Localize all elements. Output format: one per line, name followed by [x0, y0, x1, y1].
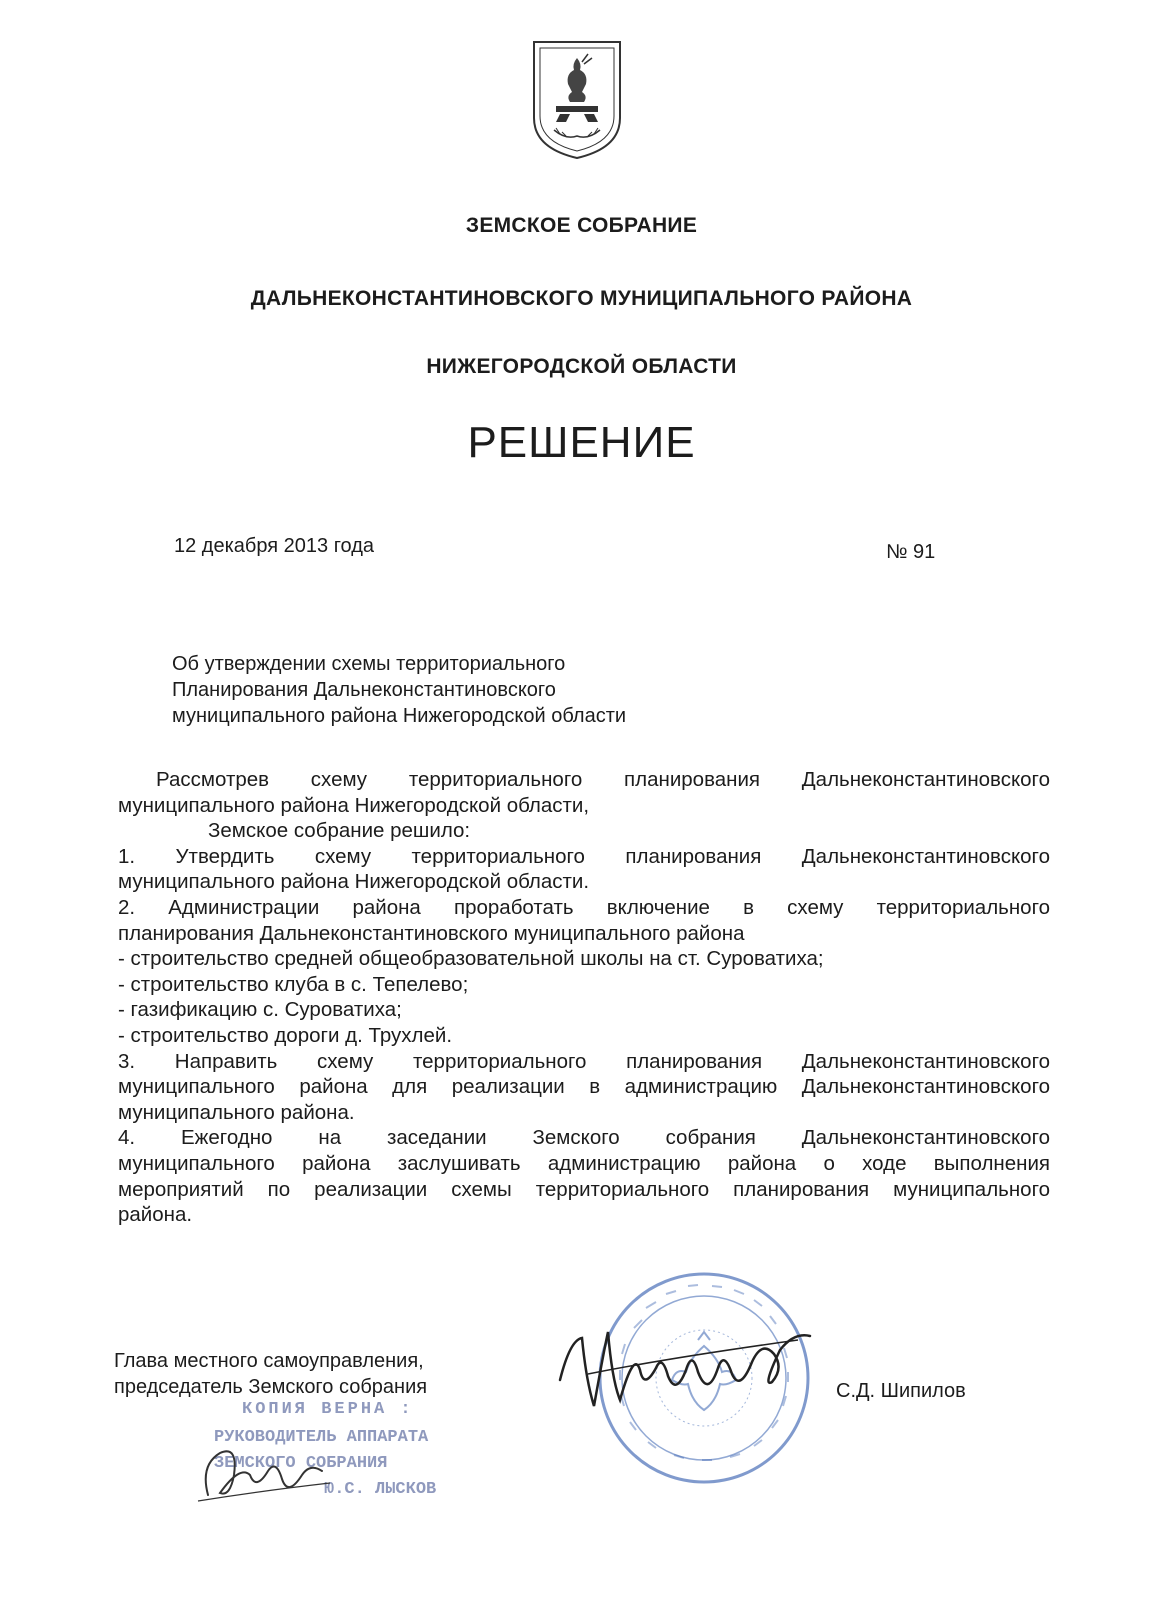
intro-line: Рассмотрев схему территориального планирования Дальнеконстантиновского [156, 768, 1050, 791]
stamp-line: КОПИЯ ВЕРНА : [242, 1400, 414, 1419]
intro-line: муниципального района Нижегородской области, [118, 793, 590, 817]
region-title: НИЖЕГОРОДСКОЙ ОБЛАСТИ [426, 355, 737, 378]
item-3-line: муниципального района для реализации в администрацию Дальнеконстантиновского [118, 1075, 1050, 1099]
handwritten-signature [548, 1310, 818, 1430]
subject-line: муниципального района Нижегородской области [172, 705, 627, 727]
document-body [118, 767, 1050, 1228]
stamp-line: Ю.С. ЛЫСКОВ [324, 1480, 437, 1499]
assembly-title: ЗЕМСКОЕ СОБРАНИЕ [465, 214, 698, 237]
item-2-bullet: - строительство средней общеобразовательной школы на ст. Суроватиха; [118, 947, 824, 971]
document-number: № 91 [886, 541, 936, 563]
item-2-bullet: - газификацию с. Суроватиха; [118, 998, 402, 1022]
position-line: председатель Земского собрания [114, 1376, 428, 1398]
document-type-title: РЕШЕНИЕ [467, 418, 696, 467]
stamp-line: ЗЕМСКОГО СОБРАНИЯ [214, 1454, 388, 1473]
signatory-position [114, 1348, 427, 1400]
item-3-line: 3. Направить схему территориального планирования Дальнеконстантиновского [118, 1049, 1050, 1073]
district-title: ДАЛЬНЕКОНСТАНТИНОВСКОГО МУНИЦИПАЛЬНОГО РАЙОНА [250, 287, 913, 310]
subject-line: Планирования Дальнеконстантиновского [172, 679, 556, 701]
copy-stamp-signature [190, 1435, 340, 1510]
document-subject [172, 651, 626, 729]
document-date: 12 декабря 2013 года [174, 535, 375, 557]
item-4-line: района. [118, 1203, 193, 1227]
item-3-line: муниципального района. [118, 1100, 355, 1124]
item-1-line: 1. Утвердить схему территориального планирования Дальнеконстантиновского [118, 844, 1050, 868]
item-4-line: муниципального района заслушивать администрацию района о ходе выполнения [118, 1151, 1050, 1175]
item-2-bullet: - строительство клуба в с. Тепелево; [118, 972, 469, 996]
subject-line: Об утверждении схемы территориального [172, 653, 566, 675]
resolved-line: Земское собрание решило: [208, 819, 471, 843]
item-4-line: 4. Ежегодно на заседании Земского собрания Дальнеконстантиновского [118, 1126, 1050, 1150]
item-2-bullet: - строительство дороги д. Трухлей. [118, 1023, 453, 1047]
signatory-name: С.Д. Шипилов [836, 1380, 966, 1402]
position-line: Глава местного самоуправления, [114, 1350, 424, 1372]
item-2-line: планирования Дальнеконстантиновского муниципального района [118, 921, 745, 945]
item-2-line: 2. Администрации района проработать включение в схему территориального [118, 895, 1050, 919]
stamp-line: РУКОВОДИТЕЛЬ АППАРАТА [214, 1428, 429, 1447]
coat-of-arms-emblem [526, 36, 628, 162]
item-1-line: муниципального района Нижегородской области. [118, 870, 590, 894]
item-4-line: мероприятий по реализации схемы территориального планирования муниципального [118, 1177, 1050, 1201]
